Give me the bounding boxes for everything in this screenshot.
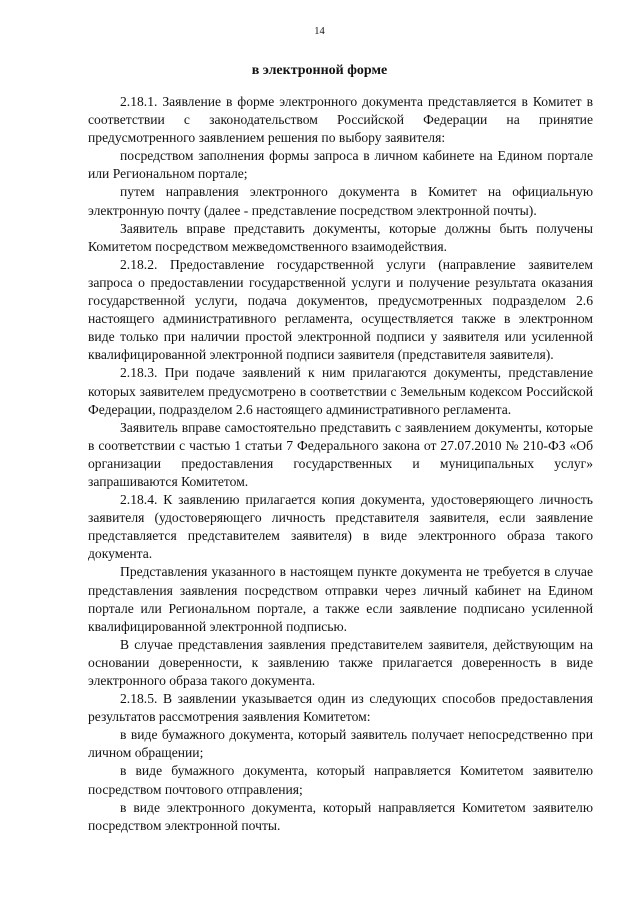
paragraph: Заявитель вправе представить документы, которые должны быть получены Комитетом посредством межведомственного взаимодействия. xyxy=(88,220,593,254)
paragraph: 2.18.1. Заявление в форме электронного документа представляется в Комитет в соответствии с законодательством Российской Федерации на принятие предусмотренного заявлением решения по выбору заявителя: xyxy=(88,94,593,146)
paragraph: 2.18.4. К заявлению прилагается копия документа, удостоверяющего личность заявителя (удостоверяющего личность представителя заявителя, если заявление представляется представителем заявителя) в виде электронного образа такого документа. xyxy=(88,492,593,562)
paragraph: в виде бумажного документа, который направляется Комитетом заявителю посредством почтового отправления; xyxy=(88,763,593,797)
paragraph: 2.18.5. В заявлении указывается один из следующих способов предоставления результатов рассмотрения заявления Комитетом: xyxy=(88,691,593,725)
paragraph: Представления указанного в настоящем пункте документа не требуется в случае представления заявления посредством отправки через личный кабинет на Едином портале или Региональном портале, а также если заявление подписано усиленной квалифицированной электронной подписью. xyxy=(88,564,593,634)
paragraph: посредством заполнения формы запроса в личном кабинете на Едином портале или Региональном портале; xyxy=(88,148,593,182)
paragraph: в виде электронного документа, который направляется Комитетом заявителю посредством электронной почты. xyxy=(88,799,593,833)
paragraph: путем направления электронного документа в Комитет на официальную электронную почту (далее - представление посредством электронной почты). xyxy=(88,184,593,218)
paragraph: Заявитель вправе самостоятельно представить с заявлением документы, которые в соответствии с частью 1 статьи 7 Федерального закона от 27.07.2010 № 210-ФЗ «Об организации предоставления государственных и муниципальных услуг» запрашиваются Комитетом. xyxy=(88,419,593,489)
paragraph: 2.18.2. Предоставление государственной услуги (направление заявителем запроса о предоставлении государственной услуги и получение результата оказания государственной услуги, подача документов, предусмотренных подразделом 2.6 настоящего административного регламента, осуществляется также в электронном виде только при наличии простой электронной подписи у заявителя или усиленной квалифицированной электронной подписи заявителя (представителя заявителя). xyxy=(88,256,593,363)
paragraph: в виде бумажного документа, который заявитель получает непосредственно при личном обращении; xyxy=(88,727,593,761)
page-number: 14 xyxy=(314,26,325,37)
paragraph: В случае представления заявления представителем заявителя, действующим на основании доверенности, к заявлению также прилагается доверенность в виде электронного образа такого документа. xyxy=(88,636,593,688)
section-heading: в электронной форме xyxy=(251,63,388,78)
document-body xyxy=(88,93,593,835)
paragraph: 2.18.3. При подаче заявлений к ним прилагаются документы, представление которых заявителем предусмотрено в соответствии с Земельным кодексом Российской Федерации, подразделом 2.6 настоящего административного регламента. xyxy=(88,365,593,417)
